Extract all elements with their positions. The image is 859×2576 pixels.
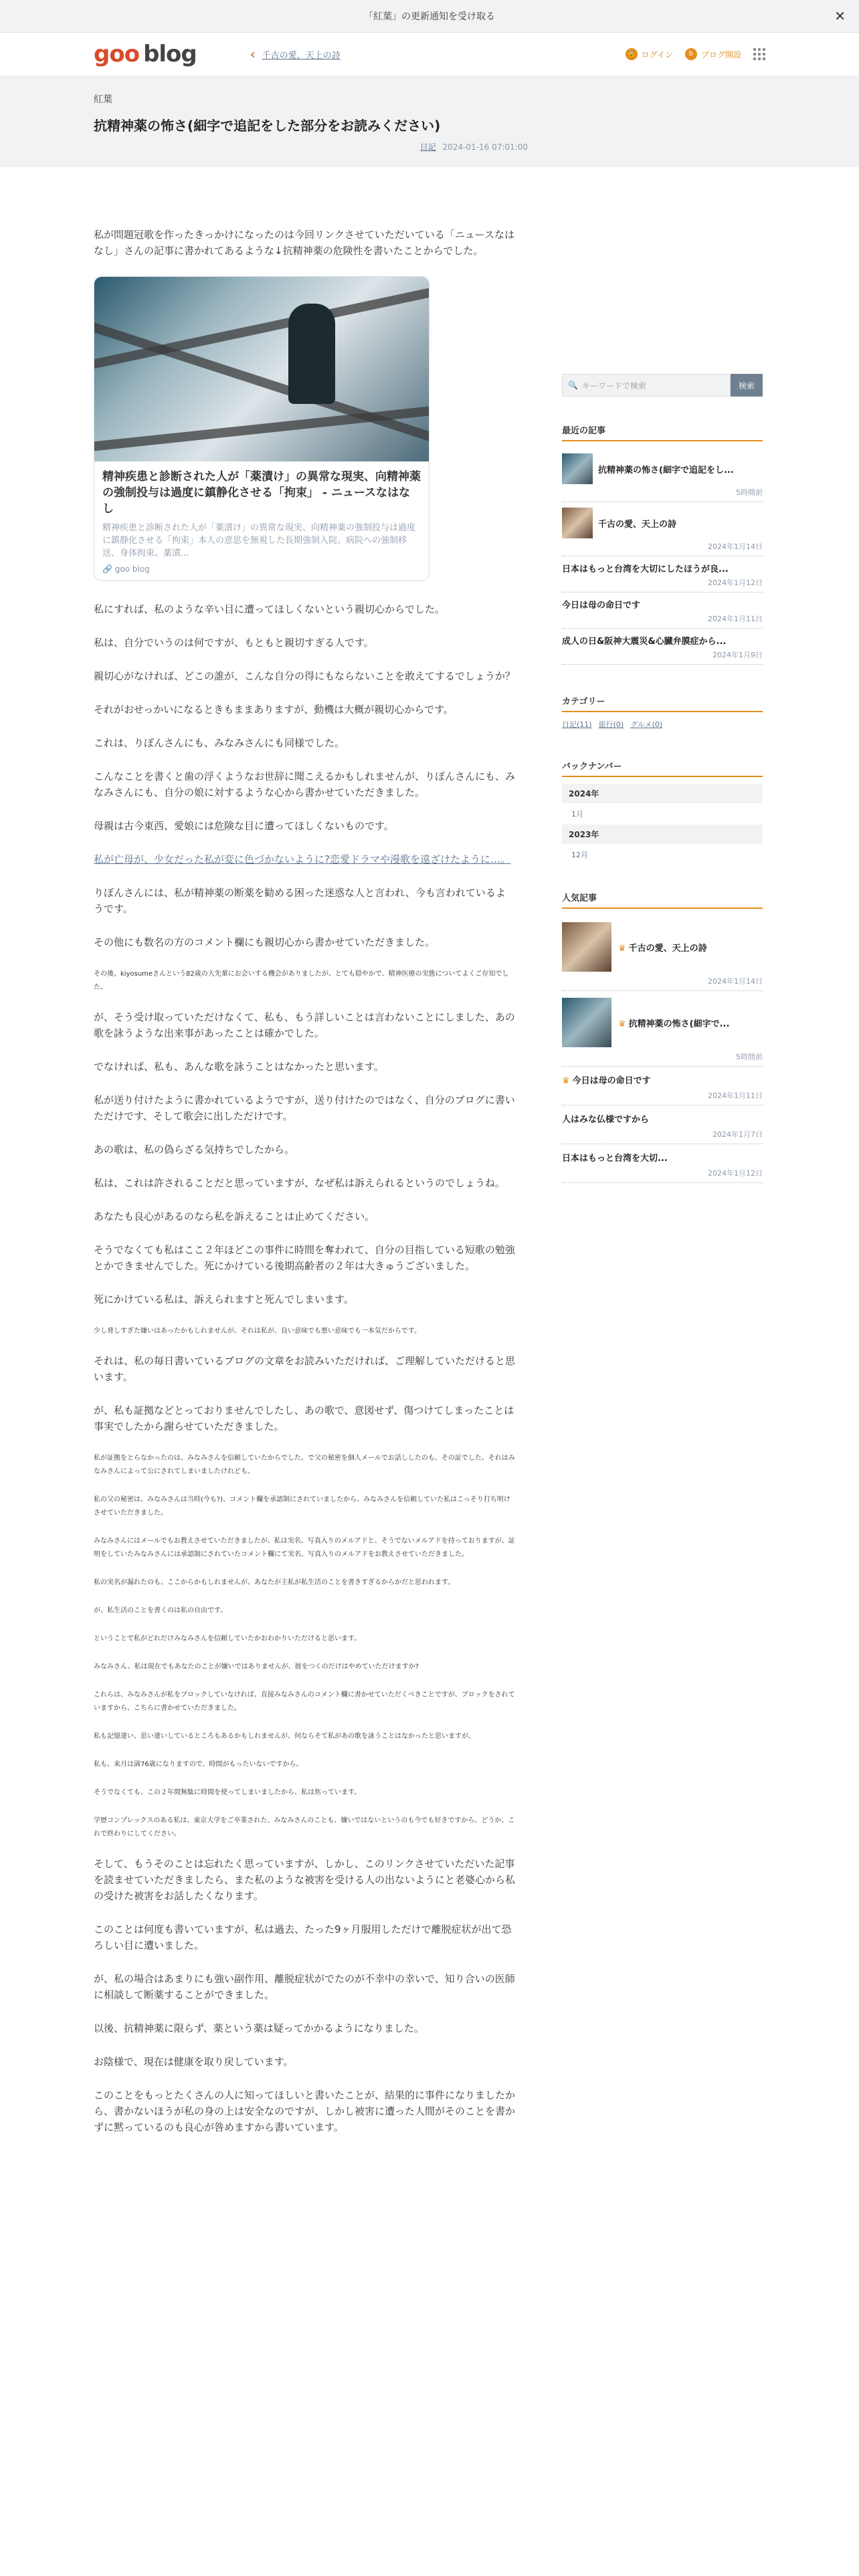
category-heading: カテゴリー [562, 694, 763, 712]
category-item[interactable]: 旅行(0) [598, 720, 624, 729]
recent-article[interactable]: 千古の愛、天上の詩 2024年1月14日 [562, 502, 763, 556]
login-button[interactable] [626, 48, 673, 60]
small-note: 私が証拠をとらなかったのは、みなみさんを信頼していたからでした。で父の秘密を個人メールでお話ししたのも、その証でした。それはみなみさんによって公にされてしまいましたけれども。 [94, 1454, 515, 1475]
paragraph: 私が問題冠歌を作ったきっかけになったのは今回リンクさせていただいている「ニュースなはなし」さんの記事に書かれてあるような↓抗精神薬の危険性を書いたことからでした。 [94, 229, 514, 257]
recent-heading: 最近の記事 [562, 423, 763, 441]
search-input[interactable] [562, 374, 731, 397]
small-note: 私の父の秘密は、みなみさんは当時(今も?)、コメント欄を承認制にされていましたから、みなみさんを信頼していた私はこっそり打ち明けさせていただきました。 [94, 1495, 510, 1517]
link-card-source: 🔗 goo blog [102, 564, 150, 574]
backnumber-heading: バックナンバー [562, 759, 763, 777]
paragraph: 私が送り付けたように書かれているようですが、送り付けたのではなく、自分のブログに書いただけです、そして歌会に出しただけです。 [94, 1093, 515, 1122]
paragraph: が、私も証拠などとっておりませんでしたし、あの歌で、意図せず、傷つけてしまったことは事実でしたから謝らせていただきました。 [94, 1404, 514, 1432]
paragraph: それは、私の毎日書いているブログの文章をお読みいただければ、ご理解していただけると思います。 [94, 1354, 516, 1383]
paragraph: その他にも数名の方のコメント欄にも親切心から書かせていただきました。 [94, 936, 436, 948]
paragraph: が、私の場合はあまりにも強い副作用、離脱症状がでたのが不幸中の幸いで、知り合いの医師に相談して断薬することができました。 [94, 1972, 515, 2001]
category-list [562, 719, 763, 730]
small-note: 私の実名が漏れたのも、ここからかもしれませんが、あなたが主私が私生活のことを書きすぎるからかだと思われます。 [94, 1578, 455, 1586]
popular-article[interactable]: 日本はもっと台湾を大切... 2024年1月12日 [562, 1144, 763, 1183]
recent-article[interactable]: 今日は母の命日です 2024年1月11日 [562, 593, 763, 629]
paragraph: 私は、これは許されることだと思っていますが、なぜ私は訴えられるというのでしょうね。 [94, 1176, 506, 1189]
logo-blog: blog [143, 41, 197, 68]
previous-article-link[interactable] [250, 46, 341, 62]
recent-article[interactable]: 日本はもっと台湾を大切にしたほうが良... 2024年1月12日 [562, 556, 763, 593]
logo-goo: goo [94, 41, 140, 68]
recent-articles [562, 448, 763, 665]
backnumber-year[interactable]: 2023年 [562, 825, 763, 844]
popular-article[interactable]: ♛ 今日は母の命日です 2024年1月11日 [562, 1067, 763, 1105]
follow-notice-text[interactable]: 「紅葉」の更新通知を受け取る [364, 11, 495, 22]
blog-icon: b [685, 48, 697, 60]
paragraph: 親切心がなければ、どこの誰が、こんな自分の得にもならないことを敢えてするでしょうか？ [94, 669, 515, 682]
popular-heading: 人気記事 [562, 891, 763, 909]
login-label: ログイン [641, 49, 673, 60]
paragraph: あの歌は、私の偽らざる気持ちでしたから。 [94, 1143, 294, 1156]
small-note: 少し脅しすぎた嫌いはあったかもしれませんが、それは私が、良い意味でも悪い意味でも一本気だからです。 [94, 1327, 421, 1335]
popular-articles [562, 916, 763, 1183]
category-link[interactable]: 日記 [419, 142, 436, 152]
crown-icon: ♛ [562, 1076, 570, 1086]
search-icon: 🔍 [568, 381, 578, 390]
sidebar [562, 167, 763, 2153]
paragraph: このことをもっとたくさんの人に知ってほしいと書いたことが、結果的に事件になりましたから、書かないほうが私の身の上は安全なのですが、しかし被害に遭った人間がそのことを書かずに黙っているのも良心が咎めますから書いています。 [94, 2088, 516, 2133]
article-header [0, 76, 859, 167]
paragraph: あなたも良心があるのなら私を訴えることは止めてください。 [94, 1210, 375, 1222]
apps-grid-icon[interactable] [753, 48, 765, 60]
backnumber-month[interactable]: 1月 [571, 810, 583, 819]
popular-article[interactable]: ♛ 千古の愛、天上の詩 2024年1月14日 [562, 916, 763, 991]
start-blog-label: ブログ開設 [700, 49, 741, 60]
search-box [562, 374, 763, 397]
article-thumbnail [562, 998, 611, 1047]
follow-notice-bar[interactable] [0, 0, 859, 33]
paragraph: これは、りぼんさんにも、みなみさんにも同様でした。 [94, 736, 345, 749]
link-card-image [94, 277, 429, 461]
link-card[interactable] [94, 276, 430, 581]
small-note: 私も記憶違い、思い違いしているところもあるかもしれませんが、何ならそて私があの歌を詠うことはなかったと思いますが。 [94, 1732, 475, 1740]
top-navigation [0, 33, 859, 76]
small-note: が、私生活のことを書くのは私の自由です。 [94, 1606, 227, 1614]
blog-name[interactable]: 紅葉 [94, 94, 112, 105]
lock-icon: 🔒 [626, 48, 638, 60]
link-card-description: 精神疾患と診断された人が「薬漬け」の異常な現実、向精神薬の強制投与は過度に鎮静化させる「拘束」本人の意思を無視した長期強制入院、病院への強制移送、身体拘束、薬漬... [102, 523, 416, 559]
paragraph: 私にすれば、私のような辛い目に遭ってほしくないという親切心からでした。 [94, 603, 445, 615]
inline-link[interactable]: 私が亡母が、少女だった私が変に色づかないように?恋愛ドラマや漫歌を遠ざけたように…。 [94, 853, 510, 865]
start-blog-button[interactable] [685, 48, 741, 60]
small-note: その後、kiyosumeさんという82歳の大先輩にお会いする機会がありましたが、とても穏やかで、精神医療の実態についてよくご存知でした。 [94, 970, 509, 991]
search-button[interactable]: 検索 [731, 374, 763, 397]
small-note: 学歴コンプレックスのある私は、東京大学をご卒業された、みなみさんのことも、嫌いではないというのも今でも好きですから、どうか、これで終わりにしてください。 [94, 1816, 515, 1838]
link-card-title: 精神疾患と診断された人が「薬漬け」の異常な現実、向精神薬の強制投与は過度に鎮静化させる「拘束」 - ニュースなはなし [102, 470, 421, 516]
paragraph: そうでなくても私はここ２年ほどこの事件に時間を奪われて、自分の目指している短歌の勉強とかできませんでした。死にかけている後期高齢者の２年は大きゅうございました。 [94, 1243, 515, 1272]
crown-icon: ♛ [618, 1018, 626, 1029]
paragraph: 母親は古今東西、愛娘には危険な目に遭ってほしくないものです。 [94, 819, 394, 832]
paragraph: が、そう受け取っていただけなくて、私も、もう詳しいことは言わないことにしました、あの歌を詠うような出来事があったことは確かでした。 [94, 1010, 515, 1039]
paragraph: このことは何度も書いていますが、私は過去、たった9ヶ月服用しただけで離脱症状が出て恐ろしい目に遭いました。 [94, 1923, 512, 1951]
paragraph: それがおせっかいになるときもままありますが、動機は大概が親切心からです。 [94, 703, 454, 716]
article-thumbnail [562, 508, 593, 538]
small-note: ということで私がどれだけみなみさんを信頼していたかおわかりいただけると思います。 [94, 1634, 361, 1642]
article-thumbnail [562, 922, 611, 972]
small-note: これらは、みなみさんが私をブロックしていなければ、直接みなみさんのコメント欄に書かせていただくべきことですが、ブロックをされていますから、こちらに書かせていただきました。 [94, 1691, 515, 1712]
article-thumbnail [562, 453, 593, 484]
article-body [94, 167, 515, 2153]
article-title: 抗精神薬の怖さ(細字で追記をした部分をお読みください) [94, 118, 441, 134]
backnumber-month[interactable]: 12月 [571, 851, 588, 859]
crown-icon: ♛ [618, 943, 626, 954]
recent-article[interactable]: 抗精神薬の怖さ(細字で追記をし... 5時間前 [562, 448, 763, 502]
link-icon: 🔗 [102, 564, 112, 574]
goo-blog-logo[interactable] [94, 41, 197, 68]
paragraph: 以後、抗精神薬に限らず、薬という薬は疑ってかかるようになりました。 [94, 2022, 424, 2034]
small-note: みなみさん、私は現在でもあなたのことが嫌いではありませんが、彼をつくのだけはやめていただけますか? [94, 1662, 419, 1671]
popular-article[interactable]: 人はみな仏様ですから 2024年1月7日 [562, 1105, 763, 1144]
backnumber-list [562, 784, 763, 861]
paragraph: りぼんさんには、私が精神薬の断薬を勧める困った迷惑な人と言われ、今も言われているようです。 [94, 886, 506, 915]
small-note: そうでなくても、この２年間無駄に時間を使ってしまいましたから、私は焦っています。 [94, 1788, 361, 1796]
popular-article[interactable]: ♛ 抗精神薬の怖さ(細字で... 5時間前 [562, 991, 763, 1067]
previous-article-title[interactable]: 千古の愛、天上の詩 [262, 50, 341, 61]
paragraph: お陰様で、現在は健康を取り戻しています。 [94, 2055, 294, 2068]
small-note: 私も、来月は満76歳になりますので、時間がもったいないですから。 [94, 1760, 303, 1768]
recent-article[interactable]: 成人の日&阪神大震災&心臓弁膜症から... 2024年1月9日 [562, 629, 763, 665]
paragraph: こんなことを書くと歯の浮くようなお世辞に聞こえるかもしれませんが、りぼんさんにも、みなみさんにも、自分の娘に対するような心から書かせていただきました。 [94, 770, 516, 798]
article-meta [94, 141, 765, 152]
close-icon[interactable]: ✕ [834, 8, 846, 24]
paragraph: 私は、自分でいうのは何ですが、もともと親切すぎる人です。 [94, 636, 374, 649]
paragraph: そして、もうそのことは忘れたく思っていますが、しかし、このリンクさせていただいた記事を読ませていただきましたら、また私のような被害を受ける人の出ないようにと老婆心から私の受けた被害をお話したくなります。 [94, 1857, 516, 1902]
small-note: みなみさんにはメールでもお教えさせていただきましたが、私は実名、写真入りのメルアドと、そうでないメルアドを持っておりますが、証明をしていたみなみさんには承認制にされていたコメント欄にて実名、写真入りのメルアドをお教えさせていただきました。 [94, 1537, 515, 1558]
category-item[interactable]: グルメ(0) [630, 720, 663, 729]
paragraph: 死にかけている私は、訴えられますと死んでしまいます。 [94, 1293, 354, 1305]
backnumber-year[interactable]: 2024年 [562, 784, 763, 803]
search-placeholder: キーワードで検索 [581, 381, 646, 391]
paragraph: でなければ、私も、あんな歌を詠うことはなかったと思います。 [94, 1060, 384, 1073]
article-date: 2024-01-16 07:01:00 [442, 142, 528, 152]
top-actions [626, 48, 765, 60]
category-item[interactable]: 日記(11) [562, 720, 592, 729]
chevron-left-icon: ‹ [250, 46, 256, 62]
